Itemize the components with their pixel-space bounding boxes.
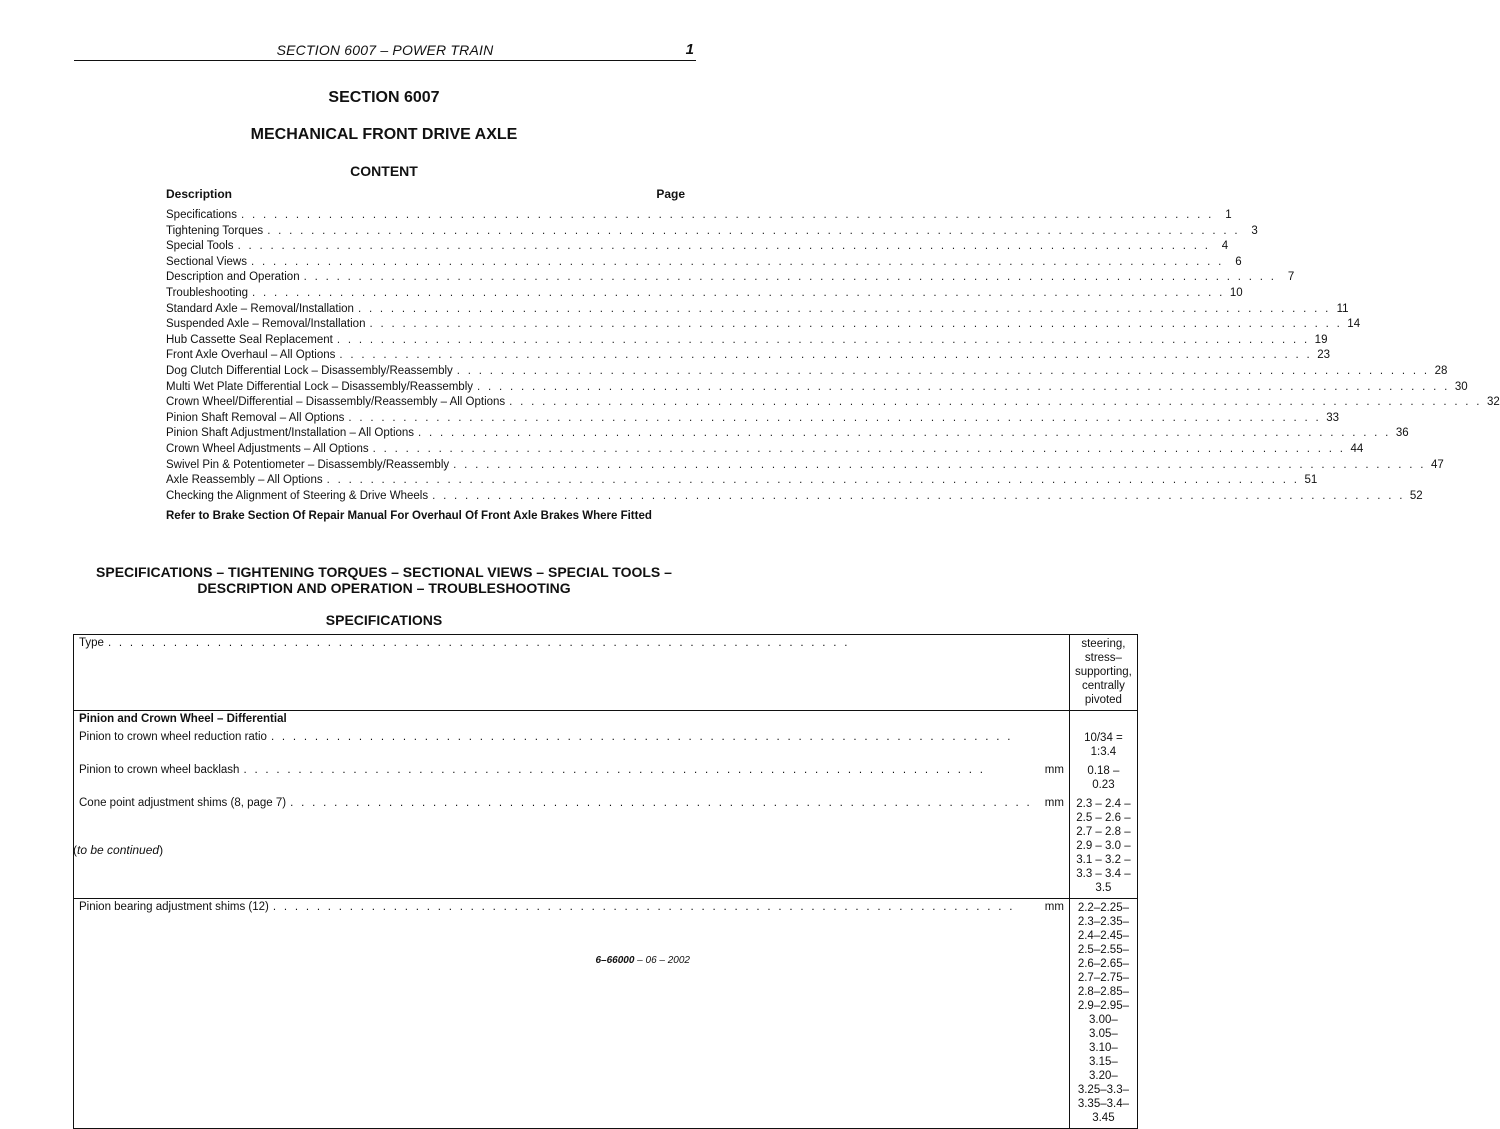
contents-item-label: Special Tools	[166, 240, 234, 253]
running-header	[74, 40, 696, 61]
contents-page-header: Page	[656, 187, 685, 201]
contents-item-label: Multi Wet Plate Differential Lock – Disassembly/Reassembly	[166, 380, 473, 393]
leader-dots	[373, 442, 1346, 458]
contents-item	[166, 489, 1423, 505]
contents-item-label: Tightening Torques	[166, 224, 264, 237]
leader-dots	[509, 395, 1482, 411]
page-footer	[595, 955, 690, 966]
contents-item-page: 36	[1395, 427, 1409, 440]
leader-dots	[327, 473, 1300, 489]
spec-label-cell	[74, 729, 1070, 762]
contents-item	[166, 380, 1468, 396]
specifications-table	[73, 634, 1138, 1129]
leader-dots	[418, 426, 1391, 442]
contents-item-page: 30	[1454, 380, 1468, 393]
leader-dots	[304, 270, 1277, 286]
contents-item	[166, 317, 1361, 333]
spec-value-line: 3.35–3.4–3.45	[1077, 1098, 1129, 1124]
leader-dots	[453, 458, 1426, 474]
contents-description-header: Description	[166, 187, 233, 201]
contents-item-label: Pinion Shaft Adjustment/Installation – All Options	[166, 427, 415, 440]
contents-item	[166, 286, 1243, 302]
spec-type-value-line-2: centrally pivoted	[1082, 680, 1125, 706]
spec-value-cell	[1069, 729, 1137, 762]
leader-dots	[457, 364, 1430, 380]
contents-item-label: Front Axle Overhaul – All Options	[166, 349, 336, 362]
spec-group-empty-cell	[1069, 711, 1137, 730]
specifications-heading: SPECIFICATIONS	[325, 612, 443, 628]
spec-value-line: 3.10–3.15–3.20–3.25–3.3–	[1077, 1042, 1129, 1096]
spec-type-label: Type	[79, 637, 104, 649]
continued-close-paren: )	[159, 843, 164, 857]
contents-item	[166, 426, 1409, 442]
leader-dots	[241, 208, 1214, 224]
contents-item-label: Description and Operation	[166, 271, 300, 284]
contents-item	[166, 208, 1232, 224]
contents-item	[166, 255, 1242, 271]
contents-item-page: 6	[1235, 255, 1242, 268]
contents-item-label: Axle Reassembly – All Options	[166, 474, 323, 487]
spec-value-cell	[1069, 795, 1137, 899]
spec-value-line: 10/34 = 1:3.4	[1084, 732, 1123, 758]
spec-value-line: 2.3 – 2.4 – 2.5 – 2.6 – 2.7 – 2.8 –	[1076, 798, 1131, 838]
leader-dots	[251, 255, 1224, 271]
contents-item-label: Dog Clutch Differential Lock – Disassembly/Reassembly	[166, 364, 453, 377]
contents-item	[166, 239, 1229, 255]
spec-label: Pinion to crown wheel reduction ratio	[79, 731, 267, 743]
contents-item-page: 47	[1430, 458, 1444, 471]
spec-type-value-line-1: steering, stress–supporting,	[1074, 638, 1132, 678]
contents-item-page: 19	[1314, 333, 1328, 346]
leader-dots	[252, 286, 1225, 302]
leader-dots	[348, 411, 1321, 427]
contents-item-label: Suspended Axle – Removal/Installation	[166, 318, 366, 331]
leader-dots	[477, 380, 1450, 396]
leader-dots	[337, 333, 1310, 349]
contents-item	[166, 411, 1339, 427]
leader-dots	[290, 796, 1032, 811]
spec-label: Pinion to crown wheel backlash	[79, 764, 240, 776]
contents-item-page: 10	[1229, 286, 1243, 299]
continued-open-paren: (	[73, 843, 77, 857]
leader-dots	[271, 730, 1032, 745]
spec-row	[74, 795, 1138, 899]
contents-item	[166, 224, 1258, 240]
contents-item	[166, 348, 1331, 364]
topics-banner-line-2: DESCRIPTION AND OPERATION – TROUBLESHOOTING	[197, 580, 571, 596]
contents-item	[166, 395, 1500, 411]
spec-unit: mm	[1044, 764, 1064, 776]
spec-value-line: 0.18 – 0.23	[1087, 765, 1120, 791]
contents-column-headers	[166, 187, 685, 201]
spec-row-type	[74, 635, 1138, 711]
topics-banner-line-1: SPECIFICATIONS – TIGHTENING TORQUES – SECTIONAL VIEWS – SPECIAL TOOLS –	[96, 564, 672, 580]
contents-item-label: Troubleshooting	[166, 286, 249, 299]
spec-label-cell	[74, 762, 1070, 795]
spec-value-line: 2.9 – 3.0 – 3.1 – 3.2 – 3.3 – 3.4 –	[1076, 840, 1131, 880]
document-title: MECHANICAL FRONT DRIVE AXLE	[250, 126, 518, 143]
spec-row	[74, 729, 1138, 762]
contents-item-page: 32	[1487, 396, 1500, 409]
contents-item-page: 23	[1317, 349, 1331, 362]
spec-unit: mm	[1044, 797, 1064, 809]
leader-dots	[273, 900, 1032, 915]
contents-item-label: Specifications	[166, 209, 237, 221]
footer-document-code: 6–66000	[595, 955, 635, 966]
contents-item-page: 33	[1326, 411, 1339, 424]
spec-label-cell	[74, 899, 1070, 1129]
spec-value-line: 2.2–2.25–2.3–2.35–2.4–2.45–	[1077, 902, 1129, 942]
spec-value-line: 2.8–2.85–2.9–2.95–3.00–3.05–	[1077, 986, 1129, 1040]
continued-note	[73, 843, 163, 857]
contents-item	[166, 364, 1448, 380]
contents-item	[166, 302, 1349, 318]
contents-item-page: 3	[1251, 224, 1258, 237]
spec-label: Pinion bearing adjustment shims (12)	[79, 901, 269, 913]
contents-item	[166, 442, 1364, 458]
spec-value-cell	[1069, 762, 1137, 795]
contents-list	[166, 208, 1500, 504]
contents-item-page: 51	[1304, 474, 1318, 487]
leader-dots	[243, 763, 1032, 778]
leader-dots	[267, 224, 1240, 240]
brake-section-note: Refer to Brake Section Of Repair Manual For Overhaul Of Front Axle Brakes Where Fitted	[166, 510, 652, 522]
contents-item-label: Sectional Views	[166, 255, 247, 268]
contents-item-page: 52	[1409, 489, 1423, 502]
spec-type-value-cell	[1069, 635, 1137, 711]
leader-dots	[369, 317, 1342, 333]
spec-type-label-cell	[74, 635, 1070, 711]
leader-dots	[108, 636, 1064, 651]
contents-item-page: 1	[1225, 209, 1232, 221]
spec-value-line: 3.5	[1095, 882, 1112, 894]
leader-dots	[339, 348, 1312, 364]
header-page-number: 1	[685, 41, 694, 58]
spec-unit: mm	[1044, 901, 1064, 913]
leader-dots	[358, 302, 1331, 318]
contents-item	[166, 458, 1444, 474]
spec-value-cell	[1069, 899, 1137, 1129]
leader-dots	[238, 239, 1211, 255]
contents-item-label: Standard Axle – Removal/Installation	[166, 302, 354, 315]
spec-row	[74, 762, 1138, 795]
contents-heading: CONTENT	[350, 163, 418, 179]
continued-text: to be continued	[77, 843, 160, 857]
contents-item-page: 44	[1350, 442, 1364, 455]
contents-item-label: Checking the Alignment of Steering & Drive Wheels	[166, 489, 429, 502]
header-title: SECTION 6007 – POWER TRAIN	[276, 42, 494, 58]
spec-group-heading: Pinion and Crown Wheel – Differential	[74, 711, 1070, 730]
contents-item	[166, 270, 1295, 286]
contents-item-page: 4	[1221, 240, 1229, 253]
footer-edition: – 06 – 2002	[634, 955, 690, 966]
contents-item-label: Crown Wheel Adjustments – All Options	[166, 442, 369, 455]
contents-item-label: Crown Wheel/Differential – Disassembly/Reassembly – All Options	[166, 396, 506, 409]
contents-item-page: 14	[1347, 318, 1361, 331]
contents-item	[166, 333, 1328, 349]
spec-label: Cone point adjustment shims (8, page 7)	[79, 797, 287, 809]
leader-dots	[432, 489, 1405, 505]
spec-group-row	[74, 711, 1138, 730]
contents-item-page: 28	[1434, 364, 1448, 377]
contents-item-page: 7	[1287, 271, 1295, 284]
contents-item-label: Hub Cassette Seal Replacement	[166, 333, 333, 346]
spec-row	[74, 899, 1138, 1129]
spec-label-cell	[74, 795, 1070, 899]
spec-value-line: 2.5–2.55–2.6–2.65–2.7–2.75–	[1077, 944, 1129, 984]
contents-item-label: Pinion Shaft Removal – All Options	[166, 411, 345, 424]
topics-banner	[60, 564, 708, 596]
contents-item-label: Swivel Pin & Potentiometer – Disassembly/Reassembly	[166, 458, 450, 471]
contents-item-page: 11	[1336, 302, 1349, 315]
contents-item	[166, 473, 1318, 489]
section-title: SECTION 6007	[328, 89, 440, 106]
